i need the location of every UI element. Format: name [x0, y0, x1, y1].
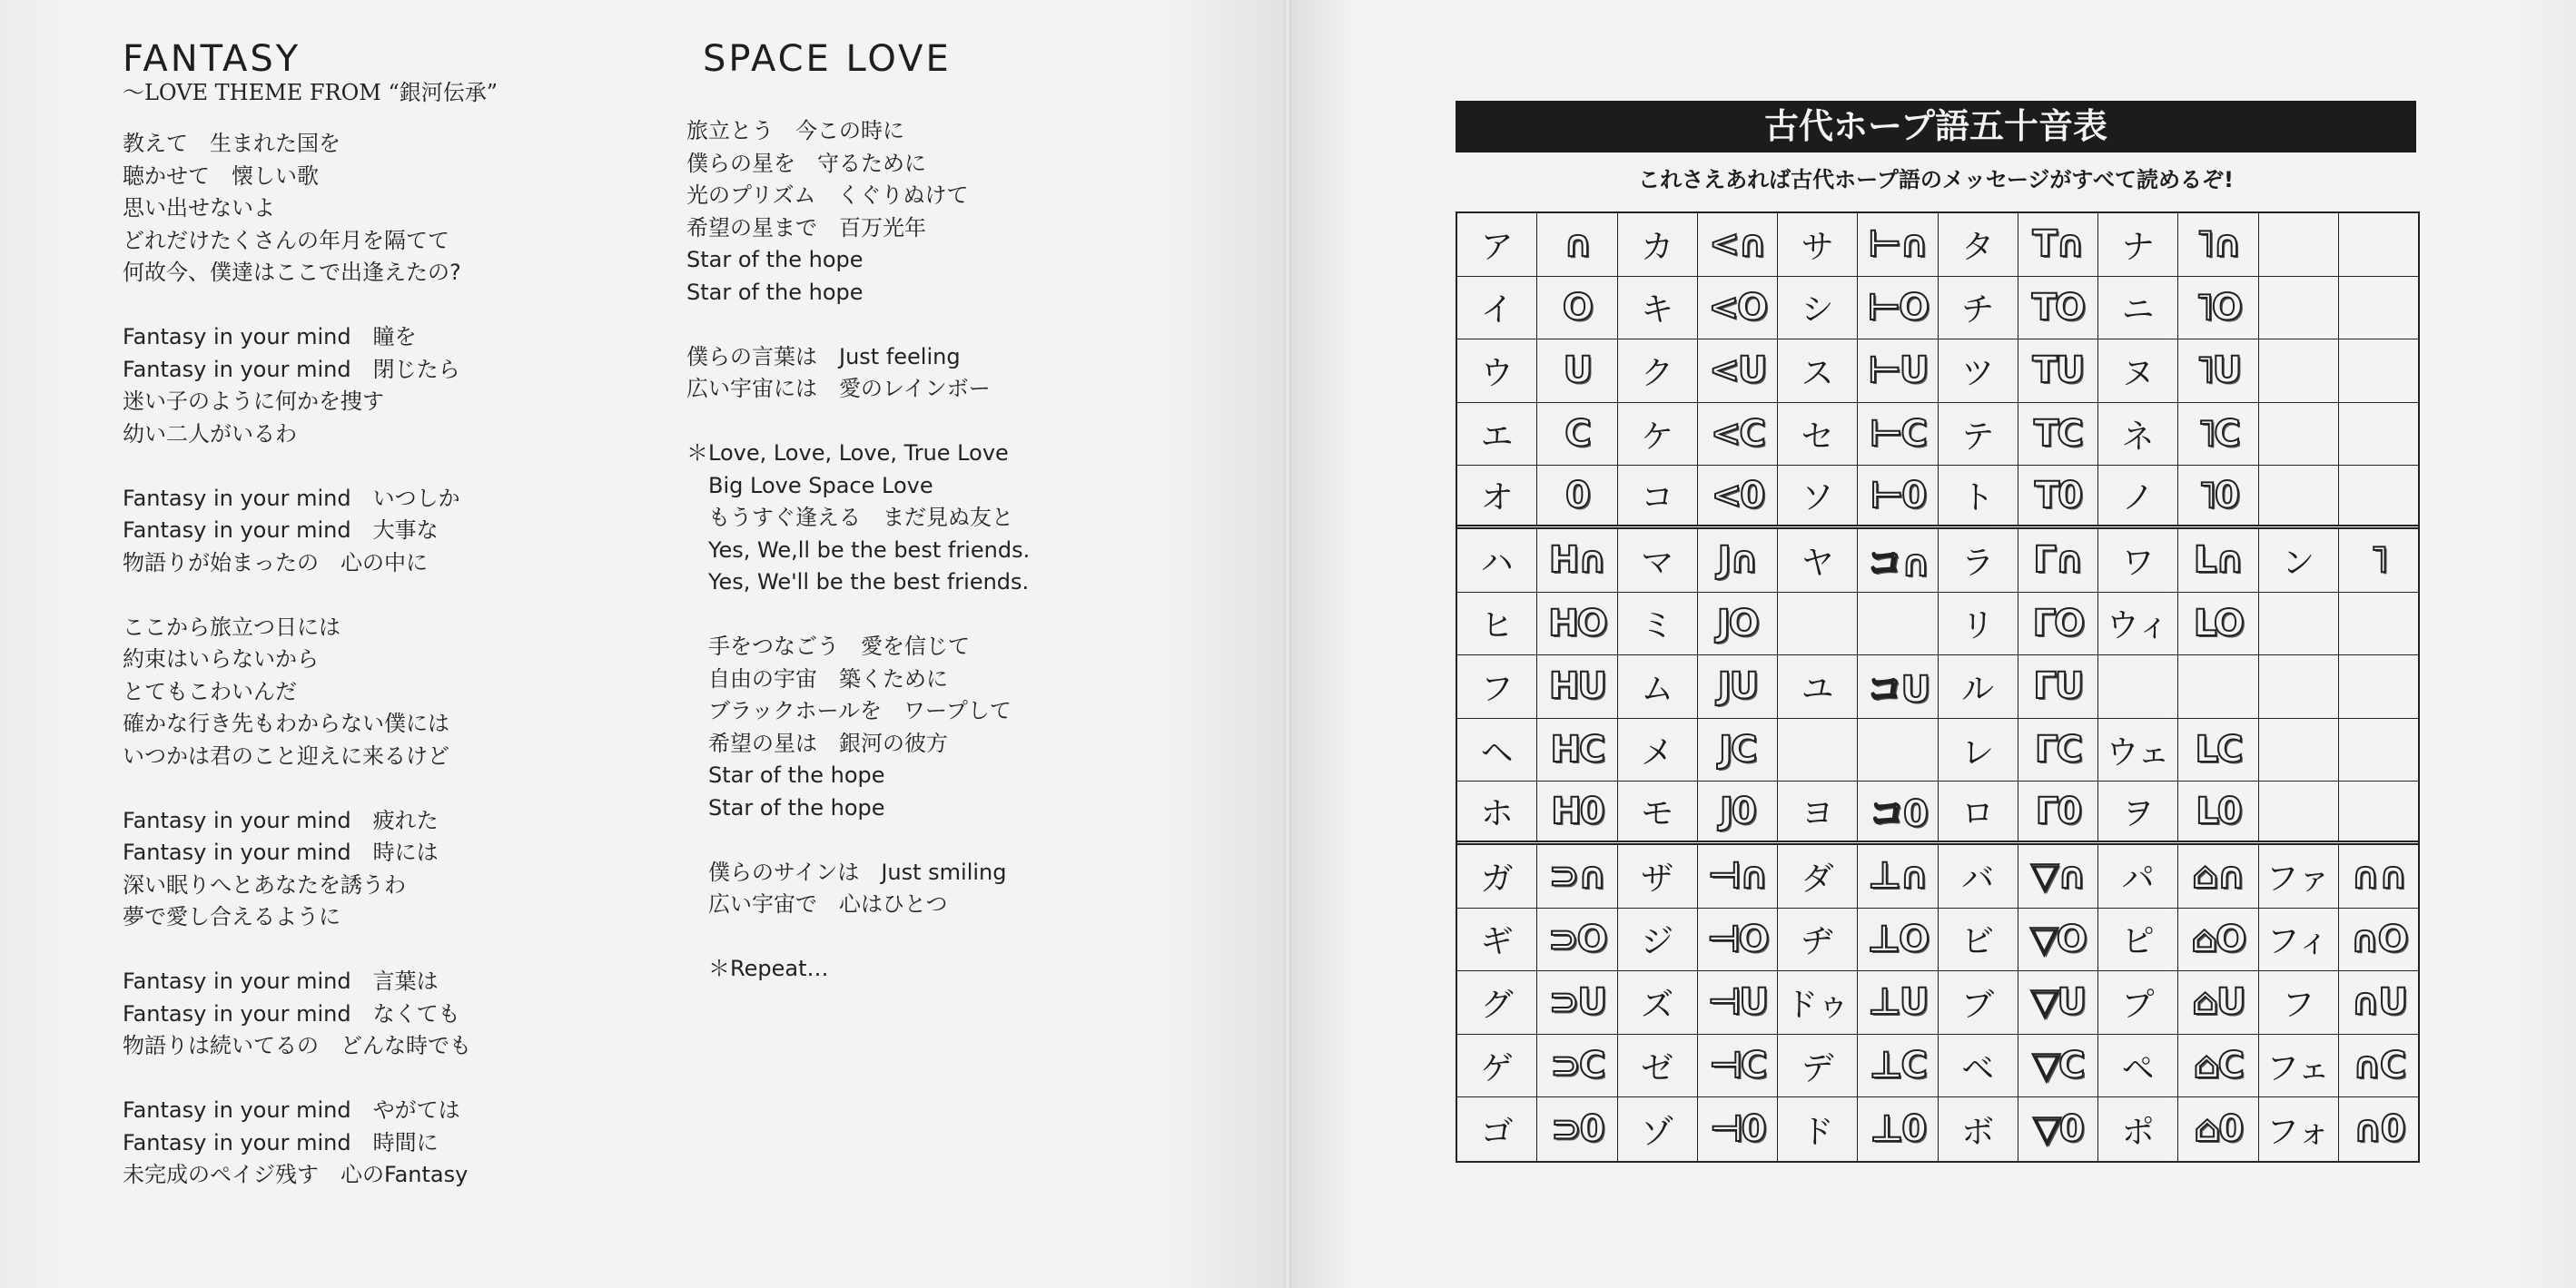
kana-cell: ケ: [1618, 403, 1698, 466]
lyric-line: [686, 309, 1030, 341]
hope-glyph-cell: ⊃O: [1537, 909, 1617, 971]
lyric-line: [123, 450, 471, 483]
kana-cell: [2259, 655, 2339, 718]
kana-cell: ガ: [1457, 845, 1537, 908]
hope-glyph-cell: ⊢U: [1858, 339, 1938, 402]
hope-glyph-cell: [1858, 719, 1938, 782]
kana-cell: メ: [1618, 719, 1698, 782]
lyric-line: いつかは君のこと迎えに来るけど: [123, 742, 449, 769]
hope-glyph-cell: ⊃U: [1537, 971, 1617, 1034]
lyric-line: 手をつなごう 愛を信じて: [686, 634, 970, 659]
kana-cell: ブ: [1939, 971, 2018, 1034]
kana-cell: ユ: [1778, 655, 1858, 718]
kana-cell: チ: [1939, 277, 2018, 339]
hope-glyph-cell: [2339, 593, 2418, 655]
hope-glyph-cell: ⊣∩: [1698, 845, 1778, 908]
lyric-line: Yes, We,ll be the best friends.: [686, 536, 1031, 563]
hope-glyph-cell: O: [1537, 277, 1617, 339]
lyric-line: 迷い子のように何かを捜す: [123, 388, 384, 414]
kana-cell: ザ: [1618, 845, 1698, 908]
hope-glyph-cell: H0: [1537, 782, 1617, 841]
kana-cell: シ: [1778, 277, 1858, 339]
lyric-line: 物語りが始まったの 心の中に: [123, 549, 428, 575]
lyric-line: [123, 579, 471, 612]
hope-glyph-cell: <O: [1698, 277, 1778, 339]
kana-cell: ファ: [2259, 845, 2339, 908]
hope-glyph-cell: ⊢C: [1858, 403, 1938, 466]
hope-glyph-cell: ˥U: [2178, 339, 2258, 402]
lyric-line: 広い宇宙には 愛のレインボー: [686, 376, 991, 401]
kana-cell: ド: [1778, 1097, 1858, 1161]
hope-glyph-cell: [2339, 403, 2418, 466]
hope-glyph-cell: [2178, 655, 2258, 718]
hope-glyph-cell: ΓO: [2018, 593, 2098, 655]
lyric-line: [123, 1063, 471, 1096]
kana-cell: タ: [1939, 213, 2018, 276]
lyric-line: 確かな行き先もわからない僕には: [123, 711, 449, 736]
kana-cell: [2259, 719, 2339, 782]
kana-cell: カ: [1618, 213, 1698, 276]
hope-glyph-cell: JO: [1698, 593, 1778, 655]
hope-glyph-cell: ˥∩: [2178, 213, 2258, 276]
kana-cell: ラ: [1939, 529, 2018, 592]
table-row: [1457, 909, 2418, 972]
hope-glyph-cell: HU: [1537, 655, 1617, 718]
syllabary-table: [1456, 211, 2420, 1163]
kana-cell: [2259, 593, 2339, 655]
hope-glyph-cell: J0: [1698, 782, 1778, 841]
hope-glyph-cell: ▽∩: [2018, 845, 2098, 908]
kana-cell: ギ: [1457, 909, 1537, 971]
kana-cell: コ: [1618, 466, 1698, 525]
song2-title: SPACE LOVE: [703, 38, 952, 80]
kana-cell: リ: [1939, 593, 2018, 655]
hope-glyph-cell: JC: [1698, 719, 1778, 782]
kana-cell: エ: [1457, 403, 1537, 466]
hope-glyph-cell: ⊣O: [1698, 909, 1778, 971]
kana-cell: ヒ: [1457, 593, 1537, 655]
lyric-line: 自由の宇宙 築くために: [686, 665, 948, 692]
lyric-line: [123, 290, 471, 322]
page-fold: [1284, 0, 1291, 1288]
kana-cell: ドゥ: [1778, 971, 1858, 1034]
hope-glyph-cell: JU: [1698, 655, 1778, 718]
hope-glyph-cell: ⌂∩: [2178, 845, 2258, 908]
hope-glyph-cell: LO: [2178, 593, 2258, 655]
table-row: [1457, 655, 2418, 719]
lyric-line: とてもこわいんだ: [123, 678, 297, 704]
table-row: [1457, 971, 2418, 1035]
kana-cell: [2259, 277, 2339, 339]
hope-glyph-cell: L0: [2178, 782, 2258, 841]
kana-cell: ヘ: [1457, 719, 1537, 782]
kana-cell: ゼ: [1618, 1035, 1698, 1097]
lyric-line: ブラックホールを ワープして: [686, 698, 1012, 723]
hope-glyph-cell: ∩U: [2350, 981, 2406, 1024]
kana-cell: イ: [1457, 277, 1537, 339]
kana-cell: レ: [1939, 719, 2018, 782]
lyric-line: Fantasy in your mind 閉じたら: [123, 356, 460, 382]
hope-glyph-cell: TO: [2018, 277, 2098, 339]
kana-cell: [2098, 655, 2178, 718]
hope-glyph-cell: ⊢∩: [1858, 213, 1938, 276]
kana-cell: ソ: [1778, 466, 1858, 525]
kana-cell: [2259, 213, 2339, 276]
lyric-line: Big Love Space Love: [686, 472, 933, 498]
hope-glyph-cell: ⊥O: [1858, 909, 1938, 971]
kana-cell: ツ: [1939, 339, 2018, 402]
hope-glyph-cell: <C: [1698, 403, 1778, 466]
lyric-line: 教えて 生まれた国を: [123, 131, 341, 156]
hope-glyph-cell: ˥O: [2178, 277, 2258, 339]
lyric-line: Fantasy in your mind やがては: [123, 1097, 460, 1123]
lyric-line: 聴かせて 懐しい歌: [123, 162, 319, 189]
kana-cell: ネ: [2098, 403, 2178, 466]
kana-cell: バ: [1939, 845, 2018, 908]
hope-glyph-cell: [2339, 466, 2418, 525]
kana-cell: ゾ: [1618, 1097, 1698, 1161]
kana-cell: ホ: [1457, 782, 1537, 841]
kana-cell: ウェ: [2098, 719, 2178, 782]
song1-lyrics: [123, 128, 471, 1192]
table-row: [1457, 1035, 2418, 1098]
kana-cell: ビ: [1939, 909, 2018, 971]
hope-glyph-cell: Γ0: [2018, 782, 2098, 841]
kana-cell: サ: [1778, 213, 1858, 276]
table-row: [1457, 466, 2418, 529]
lyric-line: Fantasy in your mind 瞳を: [123, 324, 417, 349]
lyric-line: [686, 599, 1030, 632]
hope-glyph-cell: ⊥∩: [1858, 845, 1938, 908]
lyric-line: 広い宇宙で 心はひとつ: [686, 891, 948, 917]
hope-glyph-cell: Γ∩: [2018, 529, 2098, 592]
kana-cell: ウ: [1457, 339, 1537, 402]
hope-glyph-cell: <∩: [1698, 213, 1778, 276]
kana-cell: フ: [1457, 655, 1537, 718]
hope-glyph-cell: ▽0: [2018, 1097, 2098, 1161]
kana-cell: ロ: [1939, 782, 2018, 841]
kana-cell: ア: [1457, 213, 1537, 276]
lyric-line: 僕らの星を 守るために: [686, 150, 926, 176]
hope-glyph-cell: ⊥U: [1858, 971, 1938, 1034]
lyric-line: 思い出せないよ: [123, 195, 275, 221]
kana-cell: [2259, 782, 2339, 841]
table-row: [1457, 403, 2418, 467]
lyric-line: Fantasy in your mind 時間に: [123, 1129, 439, 1155]
lyric-line: 僕らの言葉は Just feeling: [686, 343, 961, 369]
lyric-line: Star of the hope: [686, 794, 885, 821]
hope-glyph-cell: <0: [1698, 466, 1778, 525]
hope-glyph-cell: ⌂U: [2178, 971, 2258, 1034]
lyric-line: Fantasy in your mind いつしか: [123, 485, 460, 511]
hope-glyph-cell: ∩0: [2353, 1108, 2404, 1151]
hope-glyph-cell: ⊃C: [1537, 1035, 1617, 1097]
table-title-banner: 古代ホープ語五十音表: [1456, 101, 2416, 152]
kana-cell: ク: [1618, 339, 1698, 402]
table-row: [1457, 782, 2418, 845]
kana-cell: プ: [2098, 971, 2178, 1034]
hope-glyph-cell: ⊣U: [1698, 971, 1778, 1034]
hope-glyph-cell: [2339, 277, 2418, 339]
hope-glyph-cell: HC: [1537, 719, 1617, 782]
table-row: [1457, 719, 2418, 782]
kana-cell: [2259, 466, 2339, 525]
lyric-line: [686, 824, 1030, 857]
table-row: [1457, 277, 2418, 340]
kana-cell: ト: [1939, 466, 2018, 525]
lyric-line: 何故今、僕達はここで出逢えたの?: [123, 260, 461, 285]
hope-glyph-cell: ⊥C: [1858, 1035, 1938, 1097]
hope-glyph-cell: ⊥0: [1858, 1097, 1938, 1161]
kana-cell: フォ: [2259, 1097, 2339, 1161]
lyric-line: 約束はいらないから: [123, 646, 319, 672]
lyric-line: 希望の星は 銀河の彼方: [686, 730, 948, 756]
kana-cell: ヲ: [2098, 782, 2178, 841]
hope-glyph-cell: L∩: [2178, 529, 2258, 592]
hope-glyph-cell: ˥0: [2178, 466, 2258, 525]
kana-cell: グ: [1457, 971, 1537, 1034]
kana-cell: ペ: [2098, 1035, 2178, 1097]
hope-glyph-cell: ∩C: [2352, 1045, 2405, 1087]
hope-glyph-cell: ΓU: [2018, 655, 2098, 718]
hope-glyph-cell: H∩: [1537, 529, 1617, 592]
lyric-line: 物語りは続いてるの どんな時でも: [123, 1033, 471, 1058]
kana-cell: ム: [1618, 655, 1698, 718]
kana-cell: ボ: [1939, 1097, 2018, 1161]
table-row: [1457, 593, 2418, 656]
kana-cell: ハ: [1457, 529, 1537, 592]
hope-glyph-cell: ˥C: [2178, 403, 2258, 466]
lyric-line: 未完成のペイジ残す 心のFantasy: [123, 1162, 469, 1187]
kana-cell: テ: [1939, 403, 2018, 466]
table-row: [1457, 339, 2418, 403]
hope-glyph-cell: [2339, 719, 2418, 782]
lyric-line: ＊Repeat…: [686, 956, 829, 981]
kana-cell: ウィ: [2098, 593, 2178, 655]
kana-cell: ン: [2259, 529, 2339, 592]
kana-cell: ベ: [1939, 1035, 2018, 1097]
lyric-line: ここから旅立つ日には: [123, 614, 341, 640]
song2-lyrics: [686, 115, 1030, 986]
kana-cell: [2259, 403, 2339, 466]
hope-glyph-cell: [1858, 593, 1938, 655]
hope-glyph-cell: ⊣C: [1698, 1035, 1778, 1097]
lyric-line: Star of the hope: [686, 279, 864, 305]
table-row: [1457, 845, 2418, 909]
hope-glyph-cell: ⊃0: [1537, 1097, 1617, 1161]
lyric-line: 旅立とう 今この時に: [686, 118, 904, 143]
hope-glyph-cell: [2339, 213, 2418, 276]
hope-glyph-cell: T∩: [2018, 213, 2098, 276]
hope-glyph-cell: ⊣0: [1698, 1097, 1778, 1161]
kana-cell: キ: [1618, 277, 1698, 339]
hope-glyph-cell: コ∩: [1858, 529, 1938, 592]
kana-cell: ゴ: [1457, 1097, 1537, 1161]
song1-subtitle: ～LOVE THEME FROM “銀河伝承”: [123, 80, 498, 105]
kana-cell: ワ: [2098, 529, 2178, 592]
lyric-line: Fantasy in your mind 言葉は: [123, 968, 439, 994]
hope-glyph-cell: ▽O: [2018, 909, 2098, 971]
kana-cell: オ: [1457, 466, 1537, 525]
kana-cell: ジ: [1618, 909, 1698, 971]
hope-glyph-cell: [2339, 782, 2418, 841]
hope-glyph-cell: ⌂O: [2178, 909, 2258, 971]
hope-glyph-cell: ⌂0: [2178, 1097, 2258, 1161]
hope-glyph-cell: <U: [1698, 339, 1778, 402]
hope-glyph-cell: ∩: [1537, 213, 1617, 276]
kana-cell: ニ: [2098, 277, 2178, 339]
kana-cell: ノ: [2098, 466, 2178, 525]
hope-glyph-cell: 0: [1537, 466, 1617, 525]
kana-cell: ポ: [2098, 1097, 2178, 1161]
hope-glyph-cell: ⊢O: [1858, 277, 1938, 339]
kana-cell: ピ: [2098, 909, 2178, 971]
lyric-line: どれだけたくさんの年月を隔てて: [123, 227, 449, 253]
kana-cell: ヂ: [1778, 909, 1858, 971]
kana-cell: [1778, 593, 1858, 655]
hope-glyph-cell: コU: [1858, 655, 1938, 718]
kana-cell: ヨ: [1778, 782, 1858, 841]
lyric-line: 幼い二人がいるわ: [123, 420, 297, 447]
hope-glyph-cell: ⊃∩: [1537, 845, 1617, 908]
hope-glyph-cell: ⌂C: [2178, 1035, 2258, 1097]
song1-title: FANTASY: [123, 38, 301, 80]
kana-cell: ス: [1778, 339, 1858, 402]
lyric-line: 希望の星まで 百万光年: [686, 214, 926, 241]
lyric-line: Fantasy in your mind 大事な: [123, 517, 439, 543]
kana-cell: マ: [1618, 529, 1698, 592]
hope-glyph-cell: [2339, 655, 2418, 718]
kana-cell: ヤ: [1778, 529, 1858, 592]
hope-glyph-cell: U: [1537, 339, 1617, 402]
kana-cell: [1778, 719, 1858, 782]
hope-glyph-cell: TU: [2018, 339, 2098, 402]
kana-cell: フィ: [2259, 909, 2339, 971]
lyric-line: [123, 934, 471, 967]
hope-glyph-cell: ˥: [2370, 539, 2387, 582]
kana-cell: [2259, 339, 2339, 402]
kana-cell: パ: [2098, 845, 2178, 908]
table-subtitle: これさえあれば古代ホープ語のメッセージがすべて読めるぞ!: [1638, 167, 2234, 192]
hope-glyph-cell: C: [1537, 403, 1617, 466]
kana-cell: ナ: [2098, 213, 2178, 276]
hope-glyph-cell: HO: [1537, 593, 1617, 655]
lyric-line: Star of the hope: [686, 247, 864, 272]
lyric-line: Fantasy in your mind なくても: [123, 1000, 460, 1027]
hope-glyph-cell: ∩O: [2350, 918, 2407, 960]
table-row: [1457, 529, 2418, 593]
kana-cell: フ: [2259, 971, 2339, 1034]
hope-glyph-cell: ∩∩: [2350, 855, 2406, 898]
kana-cell: ゲ: [1457, 1035, 1537, 1097]
kana-cell: ズ: [1618, 971, 1698, 1034]
hope-glyph-cell: T0: [2018, 466, 2098, 525]
hope-glyph-cell: ▽U: [2018, 971, 2098, 1034]
lyric-line: [686, 921, 1030, 954]
kana-cell: ミ: [1618, 593, 1698, 655]
hope-glyph-cell: TC: [2018, 403, 2098, 466]
lyric-line: ＊Love, Love, Love, True Love: [686, 440, 1009, 466]
hope-glyph-cell: J∩: [1698, 529, 1778, 592]
lyric-line: Fantasy in your mind 時には: [123, 840, 439, 865]
hope-glyph-cell: ⊢0: [1858, 466, 1938, 525]
kana-cell: ダ: [1778, 845, 1858, 908]
hope-glyph-cell: ▽C: [2018, 1035, 2098, 1097]
kana-cell: モ: [1618, 782, 1698, 841]
lyric-line: Star of the hope: [686, 762, 885, 788]
hope-glyph-cell: [2339, 339, 2418, 402]
kana-cell: ル: [1939, 655, 2018, 718]
lyric-line: [123, 772, 471, 805]
hope-glyph-cell: LC: [2178, 719, 2258, 782]
kana-cell: セ: [1778, 403, 1858, 466]
hope-glyph-cell: ΓC: [2018, 719, 2098, 782]
hope-glyph-cell: コ0: [1858, 782, 1938, 841]
lyric-line: Fantasy in your mind 疲れた: [123, 807, 439, 833]
lyric-line: 深い眠りへとあなたを誘うわ: [123, 871, 406, 898]
kana-cell: ヌ: [2098, 339, 2178, 402]
kana-cell: フェ: [2259, 1035, 2339, 1097]
lyric-line: [686, 406, 1030, 438]
lyric-line: 夢で愛し合えるように: [123, 904, 341, 929]
lyric-line: Yes, We'll be the best friends.: [686, 569, 1030, 595]
table-row: [1457, 213, 2418, 277]
lyric-line: もうすぐ逢える まだ見ぬ友と: [686, 505, 1013, 530]
lyric-line: 僕らのサインは Just smiling: [686, 859, 1007, 885]
kana-cell: デ: [1778, 1035, 1858, 1097]
table-row: [1457, 1097, 2418, 1161]
lyric-line: 光のプリズム くぐりぬけて: [686, 182, 969, 208]
